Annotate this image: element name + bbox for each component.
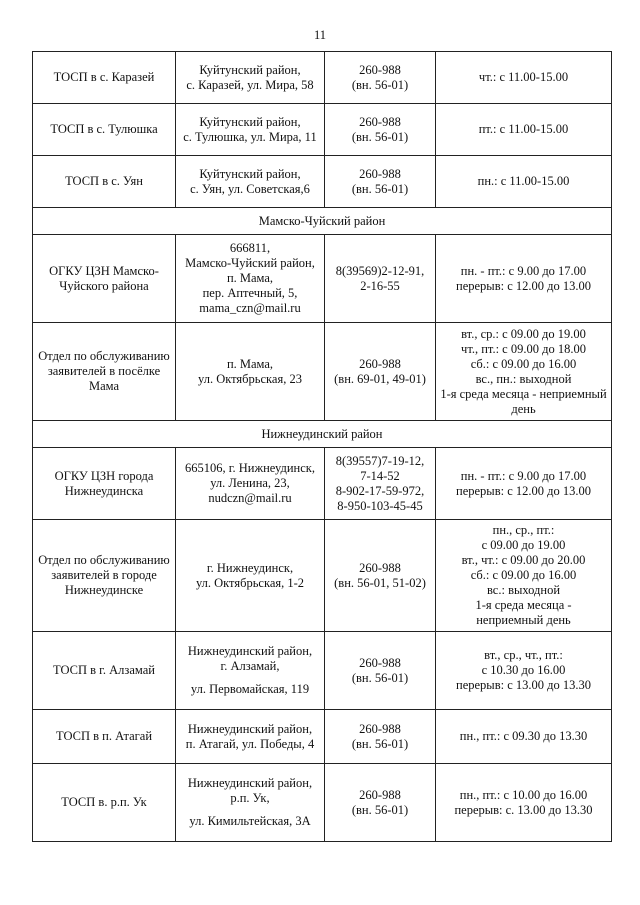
office-name-cell <box>33 235 176 323</box>
address-line: с. Тулюшка, ул. Мира, 11 <box>183 129 317 144</box>
phone-cell <box>325 52 436 104</box>
address-line: с. Уян, ул. Советская,6 <box>190 181 310 196</box>
office-name-line: Мама <box>88 379 120 393</box>
office-name-line: заявителей в городе <box>51 568 157 582</box>
phone-line: 8(39569)2-12-91, <box>335 263 425 278</box>
address-line: г. Алзамай, <box>220 659 280 673</box>
phone-line: 260-988 <box>359 62 401 77</box>
office-name-cell <box>33 156 176 208</box>
office-name-line: ОГКУ ЦЗН города <box>54 468 154 483</box>
phone-line: 260-988 <box>359 114 401 129</box>
phone-cell <box>325 710 436 764</box>
address-line: Куйтунский район, <box>199 166 301 181</box>
address-line: ул. Кимильтейская, 3А <box>189 814 311 828</box>
office-name-line: Отдел по обслуживанию <box>38 349 170 363</box>
address-line <box>180 806 320 814</box>
address-cell <box>176 235 325 323</box>
hours-line: вт., ср., чт., пт.: <box>484 648 563 662</box>
offices-table-body <box>33 52 612 842</box>
address-cell <box>176 710 325 764</box>
office-name-cell <box>33 448 176 520</box>
office-name-line: ТОСП в п. Атагай <box>55 729 153 743</box>
phone-line: 7-14-52 <box>360 468 400 483</box>
address-line: Нижнеудинский район, <box>187 776 313 790</box>
hours-line: день <box>511 401 536 416</box>
phone-line: (вн. 56-01, 51-02) <box>334 575 426 590</box>
phone-line: 8-950-103-45-45 <box>337 498 423 513</box>
hours-cell <box>436 52 612 104</box>
hours-line: вт., ср.: с 09.00 до 19.00 <box>461 326 586 341</box>
office-name-line: ТОСП в с. Тулюшка <box>50 122 158 136</box>
table-row <box>33 104 612 156</box>
address-line: ул. Октябрьская, 1-2 <box>195 575 305 590</box>
phone-line: 8-902-17-59-972, <box>335 483 425 498</box>
offices-table <box>32 51 612 842</box>
hours-cell <box>436 710 612 764</box>
hours-cell <box>436 323 612 421</box>
table-row <box>33 710 612 764</box>
address-line: с. Каразей, ул. Мира, 58 <box>186 77 314 92</box>
phone-line: 260-988 <box>359 787 401 802</box>
office-name-line: ТОСП в г. Алзамай <box>53 663 155 677</box>
office-name-cell <box>33 52 176 104</box>
phone-cell <box>325 520 436 632</box>
office-name-cell <box>33 104 176 156</box>
office-name-line: Нижнеудинска <box>64 483 144 498</box>
section-title: Мамско-Чуйский район <box>33 208 612 235</box>
address-cell <box>176 520 325 632</box>
hours-cell <box>436 448 612 520</box>
office-name-line: ТОСП в с. Каразей <box>53 70 155 84</box>
hours-line: вт., чт.: с 09.00 до 20.00 <box>461 553 586 567</box>
address-line: mama_czn@mail.ru <box>199 301 301 315</box>
office-name-cell <box>33 710 176 764</box>
hours-cell <box>436 632 612 710</box>
address-line: 666811, <box>229 241 271 255</box>
table-row <box>33 448 612 520</box>
section-title: Нижнеудинский район <box>33 421 612 448</box>
table-row <box>33 520 612 632</box>
hours-line: пн. - пт.: с 9.00 до 17.00 <box>460 263 587 278</box>
hours-line: перерыв: с. 13.00 до 13.30 <box>454 802 593 817</box>
hours-line: пн., пт.: с 09.30 до 13.30 <box>459 729 588 743</box>
hours-line: неприемный день <box>476 613 571 627</box>
address-cell <box>176 764 325 842</box>
hours-line: пн., ср., пт.: <box>492 523 555 537</box>
address-cell <box>176 104 325 156</box>
hours-line: вс., пн.: выходной <box>475 371 572 386</box>
hours-line: пн.: с 11.00-15.00 <box>477 174 570 188</box>
phone-cell <box>325 448 436 520</box>
hours-cell <box>436 156 612 208</box>
address-line: Нижнеудинский район, <box>187 644 313 658</box>
phone-line: (вн. 56-01) <box>351 181 409 196</box>
hours-cell <box>436 235 612 323</box>
table-row <box>33 52 612 104</box>
table-row <box>33 235 612 323</box>
section-row <box>33 421 612 448</box>
office-name-cell <box>33 323 176 421</box>
address-line: п. Мама, <box>226 356 274 371</box>
hours-line: сб.: с 09.00 до 16.00 <box>470 356 577 371</box>
address-cell <box>176 323 325 421</box>
address-line: Куйтунский район, <box>199 62 301 77</box>
hours-line: пн. - пт.: с 9.00 до 17.00 <box>460 468 587 483</box>
phone-line: 260-988 <box>359 356 401 371</box>
phone-line: (вн. 56-01) <box>351 670 409 685</box>
address-line: Мамско-Чуйский район, <box>185 256 315 270</box>
hours-line: 1-я среда месяца - <box>475 598 572 612</box>
address-line: ул. Октябрьская, 23 <box>198 371 302 386</box>
section-row <box>33 208 612 235</box>
address-line: 665106, г. Нижнеудинск, <box>185 461 315 475</box>
hours-line: перерыв: с 13.00 до 13.30 <box>456 678 591 692</box>
address-line: nudczn@mail.ru <box>208 491 292 505</box>
hours-line: чт.: с 11.00-15.00 <box>478 70 569 84</box>
address-line: п. Мама, <box>226 271 274 285</box>
phone-cell <box>325 323 436 421</box>
address-line: г. Нижнеудинск, <box>206 560 294 575</box>
phone-cell <box>325 764 436 842</box>
phone-cell <box>325 104 436 156</box>
address-cell <box>176 156 325 208</box>
phone-line: (вн. 56-01) <box>351 802 409 817</box>
hours-line: с 09.00 до 19.00 <box>481 538 566 552</box>
phone-line: (вн. 56-01) <box>351 77 409 92</box>
hours-line: перерыв: с 12.00 до 13.00 <box>456 483 591 498</box>
address-line: п. Атагай, ул. Победы, 4 <box>185 736 315 751</box>
phone-line: 2-16-55 <box>360 278 400 293</box>
hours-cell <box>436 520 612 632</box>
address-line: Нижнеудинский район, <box>187 721 313 736</box>
address-line: Куйтунский район, <box>199 114 301 129</box>
office-name-line: ТОСП в с. Уян <box>65 174 143 188</box>
address-cell <box>176 448 325 520</box>
hours-line: пн., пт.: с 10.00 до 16.00 <box>459 787 588 802</box>
address-cell <box>176 632 325 710</box>
address-line: пер. Аптечный, 5, <box>202 286 298 300</box>
hours-line: вс.: выходной <box>486 583 561 597</box>
office-name-line: Чуйского района <box>59 278 149 293</box>
office-name-line: Отдел по обслуживанию <box>38 553 170 567</box>
phone-line: (вн. 56-01) <box>351 129 409 144</box>
hours-cell <box>436 104 612 156</box>
address-line: ул. Ленина, 23, <box>210 476 290 490</box>
phone-line: 260-988 <box>359 560 401 575</box>
table-row <box>33 323 612 421</box>
hours-line: пт.: с 11.00-15.00 <box>478 122 569 136</box>
office-name-line: Нижнеудинске <box>64 583 144 597</box>
address-line: ул. Первомайская, 119 <box>190 682 310 696</box>
page-number: 11 <box>313 28 327 42</box>
table-row <box>33 632 612 710</box>
table-row <box>33 764 612 842</box>
phone-line: 260-988 <box>359 655 401 670</box>
address-line: р.п. Ук, <box>230 791 270 805</box>
phone-cell <box>325 235 436 323</box>
phone-line: 8(39557)7-19-12, <box>335 453 425 468</box>
address-line <box>180 674 320 682</box>
office-name-line: заявителей в посёлке <box>47 364 161 378</box>
office-name-cell <box>33 632 176 710</box>
hours-line: с 10.30 до 16.00 <box>481 663 566 677</box>
hours-line: 1-я среда месяца - неприемный <box>440 386 607 401</box>
table-row <box>33 156 612 208</box>
office-name-cell <box>33 520 176 632</box>
hours-line: чт., пт.: с 09.00 до 18.00 <box>461 341 586 356</box>
office-name-line: ОГКУ ЦЗН Мамско- <box>49 263 159 278</box>
phone-line: (вн. 69-01, 49-01) <box>334 371 426 386</box>
phone-cell <box>325 156 436 208</box>
office-name-line: ТОСП в. р.п. Ук <box>61 795 147 809</box>
phone-line: (вн. 56-01) <box>351 736 409 751</box>
hours-cell <box>436 764 612 842</box>
phone-cell <box>325 632 436 710</box>
address-cell <box>176 52 325 104</box>
phone-line: 260-988 <box>359 166 401 181</box>
hours-line: сб.: с 09.00 до 16.00 <box>470 568 577 582</box>
phone-line: 260-988 <box>359 721 401 736</box>
hours-line: перерыв: с 12.00 до 13.00 <box>456 278 591 293</box>
office-name-cell <box>33 764 176 842</box>
